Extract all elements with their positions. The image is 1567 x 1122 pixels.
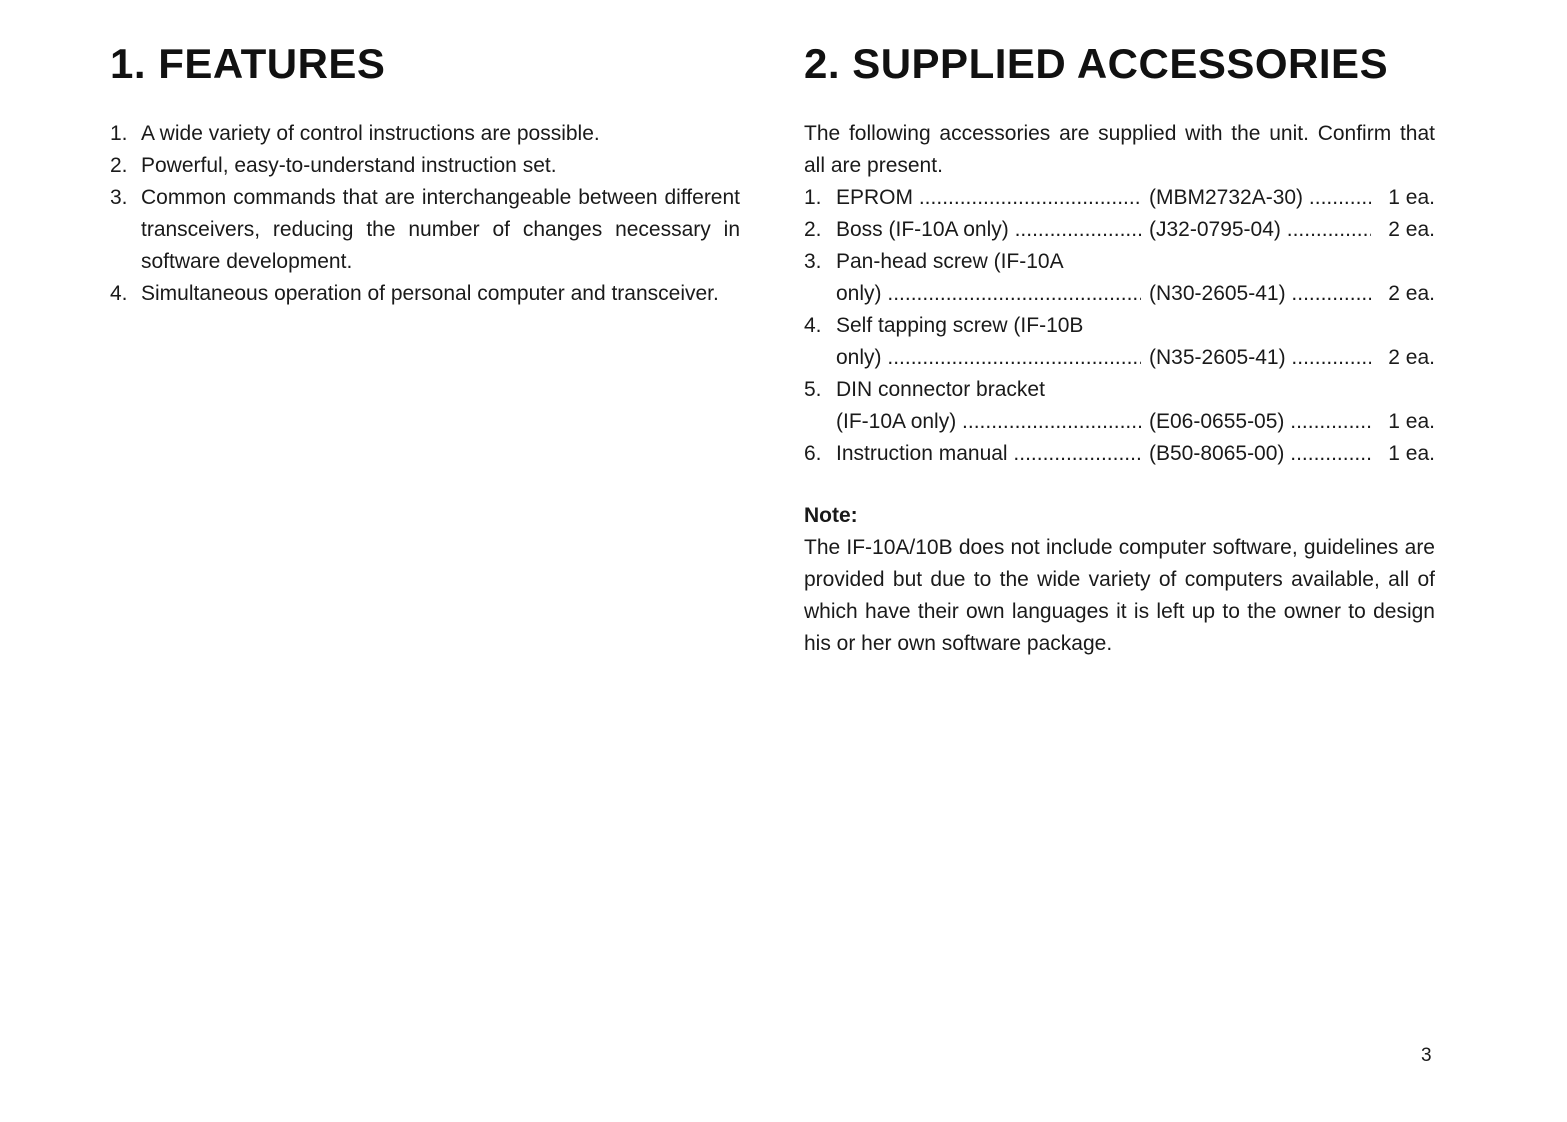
- feature-text: Powerful, easy-to-understand instruction set.: [141, 154, 557, 177]
- accessory-quantity: 1 ea.: [1384, 438, 1435, 470]
- feature-text: Simultaneous operation of personal computer and transceiver.: [141, 282, 719, 305]
- accessory-part-number: (J32-0795-04): [1149, 218, 1281, 241]
- accessories-intro: The following accessories are supplied with the unit. Confirm that all are present.: [804, 122, 1435, 177]
- feature-number: 2.: [110, 154, 128, 177]
- accessory-name: only): [836, 282, 882, 305]
- accessory-quantity: 2 ea.: [1384, 342, 1435, 374]
- accessory-number: 4.: [804, 314, 822, 337]
- features-list: [110, 118, 740, 310]
- accessory-name: Boss (IF-10A only): [836, 218, 1009, 241]
- accessory-number: 3.: [804, 250, 822, 273]
- accessory-item: [804, 438, 1435, 470]
- note-text: The IF-10A/10B does not include computer software, guidelines are provided but due to the wide variety of computers available, all of which have their own languages it is left up to the owner to design his or her own software package.: [804, 536, 1435, 655]
- accessories-list: [804, 182, 1435, 470]
- page-number: 3: [1421, 1045, 1432, 1066]
- accessory-quantity: 2 ea.: [1384, 278, 1435, 310]
- features-heading: 1. FEATURES: [110, 40, 386, 87]
- accessory-name: Instruction manual: [836, 442, 1008, 465]
- feature-item: [110, 118, 740, 150]
- accessories-heading: 2. SUPPLIED ACCESSORIES: [804, 40, 1389, 87]
- accessory-name-line1: Self tapping screw (IF-10B: [836, 314, 1084, 337]
- accessory-item: [804, 374, 1435, 438]
- feature-number: 3.: [110, 186, 128, 209]
- accessory-name: only): [836, 346, 882, 369]
- accessory-item: [804, 246, 1435, 310]
- accessory-name: EPROM: [836, 186, 914, 209]
- accessory-part-number: (N30-2605-41): [1149, 282, 1286, 305]
- accessory-number: 6.: [804, 442, 822, 465]
- accessory-name-line1: Pan-head screw (IF-10A: [836, 250, 1064, 273]
- feature-number: 4.: [110, 282, 128, 305]
- feature-text: A wide variety of control instructions are possible.: [141, 122, 600, 145]
- accessory-number: 2.: [804, 218, 822, 241]
- feature-number: 1.: [110, 122, 128, 145]
- feature-item: [110, 182, 740, 278]
- accessory-name: (IF-10A only): [836, 410, 957, 433]
- accessory-part-number: (B50-8065-00): [1149, 442, 1285, 465]
- accessory-name-line1: DIN connector bracket: [836, 378, 1045, 401]
- accessory-item: [804, 214, 1435, 246]
- note-title: Note:: [804, 504, 858, 527]
- accessory-quantity: 1 ea.: [1384, 182, 1435, 214]
- feature-item: [110, 150, 740, 182]
- accessory-part-number: (MBM2732A-30): [1149, 186, 1304, 209]
- accessory-quantity: 1 ea.: [1384, 406, 1435, 438]
- accessory-item: [804, 182, 1435, 214]
- accessory-part-number: (N35-2605-41): [1149, 346, 1286, 369]
- accessory-number: 5.: [804, 378, 822, 401]
- accessory-part-number: (E06-0655-05): [1149, 410, 1285, 433]
- accessory-quantity: 2 ea.: [1384, 214, 1435, 246]
- feature-text: Common commands that are interchangeable between different transceivers, reducing the number of changes necessary in software development.: [141, 186, 740, 273]
- feature-item: [110, 278, 740, 310]
- accessory-number: 1.: [804, 186, 822, 209]
- accessory-item: [804, 310, 1435, 374]
